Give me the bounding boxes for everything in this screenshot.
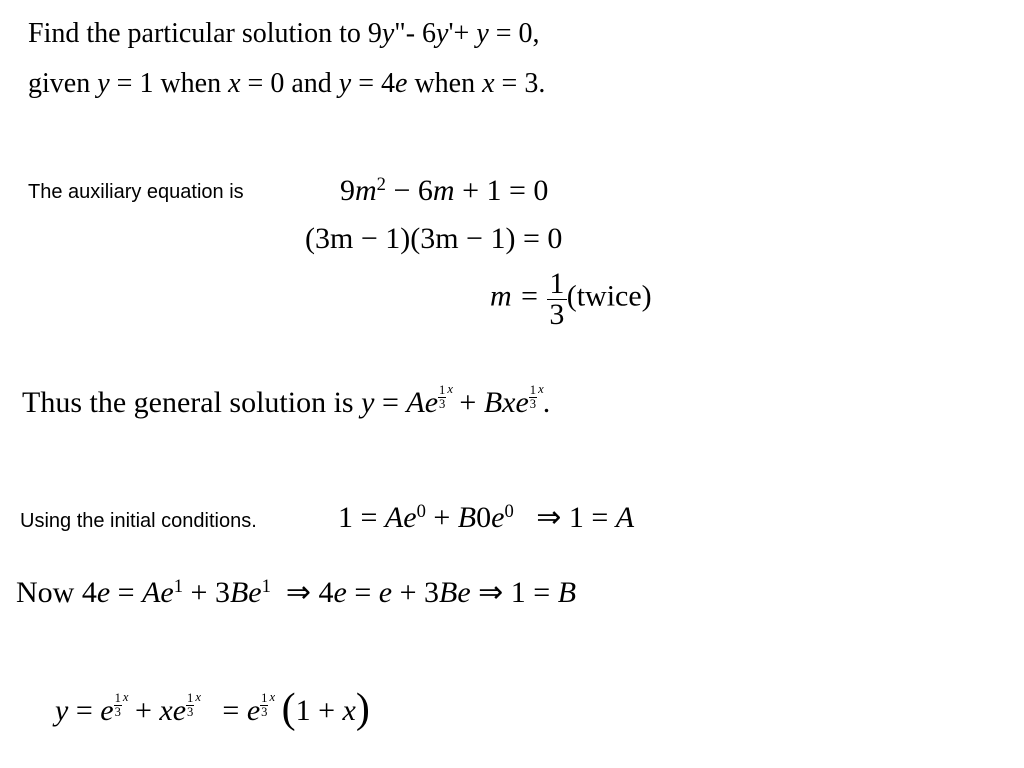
now-exp-b: 1 [261, 575, 271, 597]
aux-eq1-sq: 2 [376, 173, 386, 195]
cond1-x: x [228, 68, 241, 99]
ode-var3: y [476, 18, 489, 49]
ode-rhs: = 0, [495, 18, 540, 49]
cond2-end: = 3. [501, 68, 546, 99]
cond1-y: y [97, 68, 110, 99]
aux-eq3-num: 1 [547, 269, 567, 300]
problem-line-2 [28, 70, 545, 98]
aux-eq3-rest: (twice) [566, 279, 652, 313]
aux-eq3-den: 3 [549, 298, 565, 331]
final-solution: y = e $\frac{1}{3}$ x + xe $\frac{1}{3}$ x = e $\frac{1}{3}$ x (1 + x) [55, 686, 370, 733]
general-Ae: Ae [406, 386, 439, 419]
cond1-text: = 1 when [116, 68, 222, 99]
cond2-e: e [395, 68, 408, 99]
initial-exp0: 0 [416, 500, 426, 522]
problem-line-1 [28, 20, 540, 48]
cond2-x: x [482, 68, 495, 99]
aux-eq1-c: + 1 = 0 [462, 174, 549, 207]
auxiliary-eq-2: (3m − 1)(3m − 1) = 0 [305, 222, 563, 255]
problem-prefix: Find the particular solution to [28, 18, 361, 49]
cond2-text: = 4 [358, 68, 395, 99]
final-exp-2: $\frac{1}{3}$ x [187, 690, 201, 719]
aux-eq3-lhs: m = [490, 279, 540, 313]
auxiliary-label: The auxiliary equation is [28, 181, 244, 203]
given-word: given [28, 68, 91, 99]
auxiliary-eq-1 [340, 173, 549, 207]
initial-equation: $1 = Ae^0 + B0e^0$ ⇒ 1 = A [338, 500, 635, 534]
general-exp-2: $\frac{1}{3}$ x [529, 382, 544, 411]
general-end: . [542, 386, 551, 419]
ode-var2: y [436, 18, 449, 49]
aux-eq1-m2: m [432, 174, 455, 207]
aux-eq1-m: m [355, 174, 377, 207]
cond2-when: when [414, 68, 476, 99]
ode-coef: 9 [367, 18, 382, 49]
general-solution: Thus the general solution is y = Ae $\frac{1}{3}$ x + Bxe $\frac{1}{3}$ x. [22, 382, 551, 419]
initial-exp1: 0 [504, 500, 514, 522]
cond1-b: = 0 and [247, 68, 332, 99]
initial-label: Using the initial conditions. [20, 510, 257, 532]
final-exp-3: $\frac{1}{3}$ x [261, 690, 276, 719]
ode-mid: "- 6 [394, 18, 437, 49]
final-paren-close: ) [355, 686, 370, 733]
general-exp-1: $\frac{1}{3}$ x [439, 382, 453, 411]
final-exp-1: $\frac{1}{3}$ x [114, 690, 129, 719]
final-paren-open: ( [281, 686, 296, 733]
general-prefix: Thus the general solution is [22, 386, 354, 419]
general-y: y [361, 386, 375, 419]
now-equation: Now $4e = Ae^1 + 3Be^1$ ⇒ 4e = e + 3Be ⇒ 1 = B [16, 575, 577, 609]
aux-eq3-fraction [547, 269, 567, 330]
aux-eq1-b: − 6 [393, 174, 433, 207]
aux-eq1-coef: 9 [340, 174, 355, 207]
ode-mid2: '+ [448, 18, 470, 49]
cond2-y: y [338, 68, 352, 99]
auxiliary-eq-3 [490, 268, 652, 329]
ode-var: y [381, 18, 395, 49]
general-Bxe: Bxe [483, 386, 529, 419]
now-exp-a: 1 [173, 575, 184, 597]
